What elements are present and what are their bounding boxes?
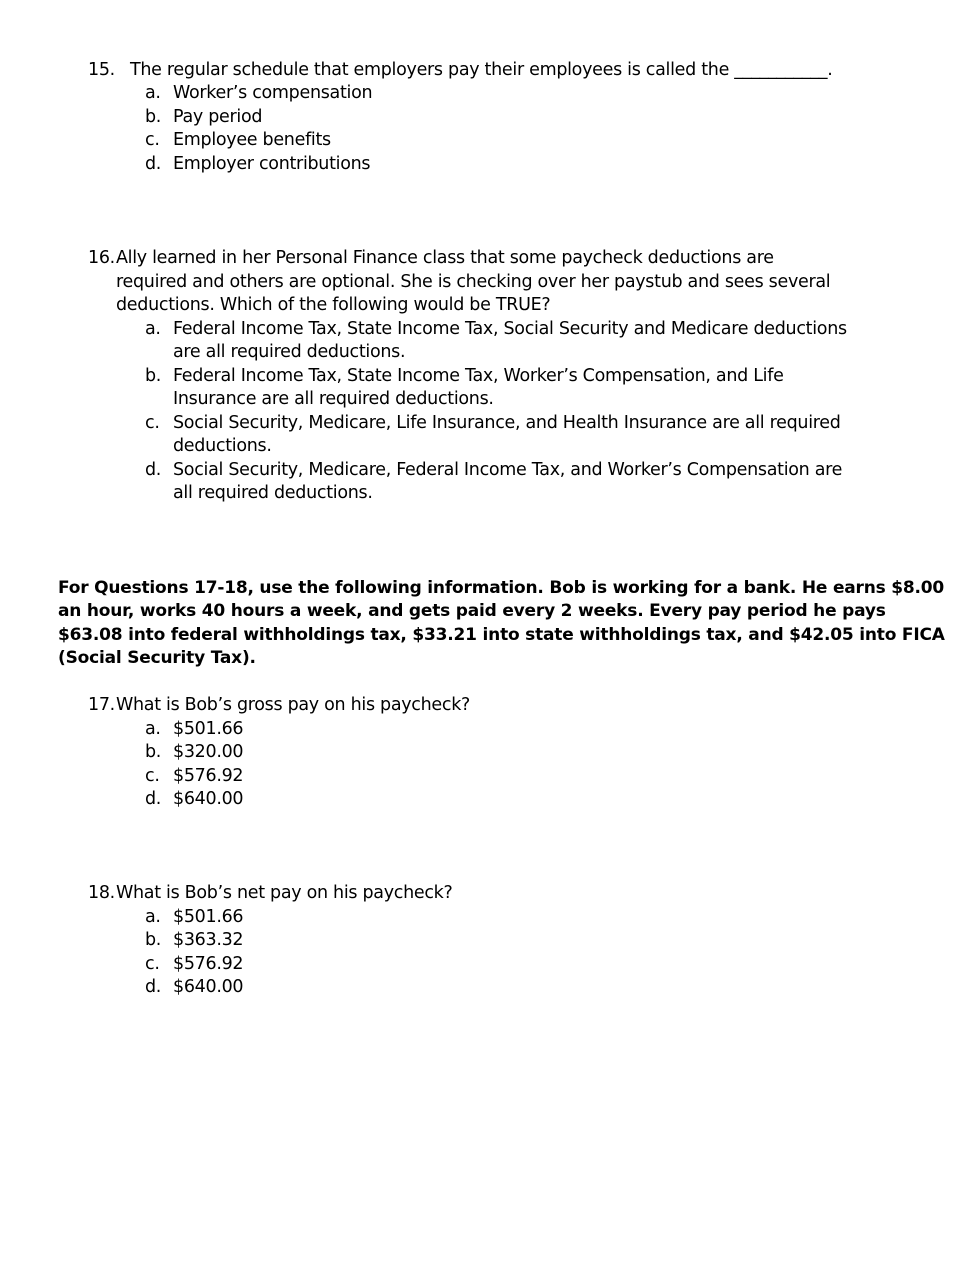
question-number: 15. — [88, 60, 115, 80]
question-text-line: deductions. Which of the following would be TRUE? — [116, 295, 551, 315]
option-text-line: Federal Income Tax, State Income Tax, Worker’s Compensation, and Life — [173, 366, 784, 386]
option-text: Pay period — [173, 107, 263, 127]
option-letter: a. — [145, 83, 161, 103]
option-text-line: are all required deductions. — [173, 342, 406, 362]
info-line: an hour, works 40 hours a week, and gets paid every 2 weeks. Every pay period he pays — [58, 601, 886, 621]
question-text: The regular schedule that employers pay their employees is called the ___________. — [130, 60, 833, 80]
option-letter: c. — [145, 954, 160, 974]
option-letter: a. — [145, 319, 161, 339]
option-text: $501.66 — [173, 719, 244, 739]
question-number: 17. — [88, 695, 115, 715]
option-letter: c. — [145, 766, 160, 786]
option-text-line: all required deductions. — [173, 483, 373, 503]
option-letter: d. — [145, 154, 162, 174]
option-text-line: deductions. — [173, 436, 272, 456]
option-letter: c. — [145, 413, 160, 433]
option-text-line: Federal Income Tax, State Income Tax, Social Security and Medicare deductions — [173, 319, 847, 339]
option-letter: c. — [145, 130, 160, 150]
option-text: $576.92 — [173, 954, 244, 974]
option-letter: a. — [145, 907, 161, 927]
question-text-line: Ally learned in her Personal Finance class that some paycheck deductions are — [116, 248, 774, 268]
option-text: $363.32 — [173, 930, 244, 950]
option-text: $640.00 — [173, 789, 244, 809]
option-letter: b. — [145, 742, 162, 762]
option-letter: b. — [145, 366, 162, 386]
info-line: (Social Security Tax). — [58, 648, 256, 668]
option-letter: b. — [145, 930, 162, 950]
option-letter: a. — [145, 719, 161, 739]
option-text: $640.00 — [173, 977, 244, 997]
option-text: Employer contributions — [173, 154, 371, 174]
question-text: What is Bob’s net pay on his paycheck? — [116, 883, 453, 903]
question-text: What is Bob’s gross pay on his paycheck? — [116, 695, 471, 715]
info-line: For Questions 17-18, use the following information. Bob is working for a bank. He earns $8.00 — [58, 578, 945, 598]
option-text-line: Insurance are all required deductions. — [173, 389, 494, 409]
option-text-line: Social Security, Medicare, Federal Income Tax, and Worker’s Compensation are — [173, 460, 843, 480]
info-line: $63.08 into federal withholdings tax, $33.21 into state withholdings tax, and $42.05 into FICA — [58, 625, 945, 645]
option-letter: d. — [145, 789, 162, 809]
option-text: $320.00 — [173, 742, 244, 762]
option-letter: d. — [145, 977, 162, 997]
option-text: Worker’s compensation — [173, 83, 373, 103]
question-text-line: required and others are optional. She is checking over her paystub and sees several — [116, 272, 831, 292]
option-text: Employee benefits — [173, 130, 331, 150]
option-letter: d. — [145, 460, 162, 480]
option-text: $501.66 — [173, 907, 244, 927]
question-number: 16. — [88, 248, 115, 268]
question-number: 18. — [88, 883, 115, 903]
option-text: $576.92 — [173, 766, 244, 786]
option-text-line: Social Security, Medicare, Life Insurance, and Health Insurance are all required — [173, 413, 841, 433]
option-letter: b. — [145, 107, 162, 127]
